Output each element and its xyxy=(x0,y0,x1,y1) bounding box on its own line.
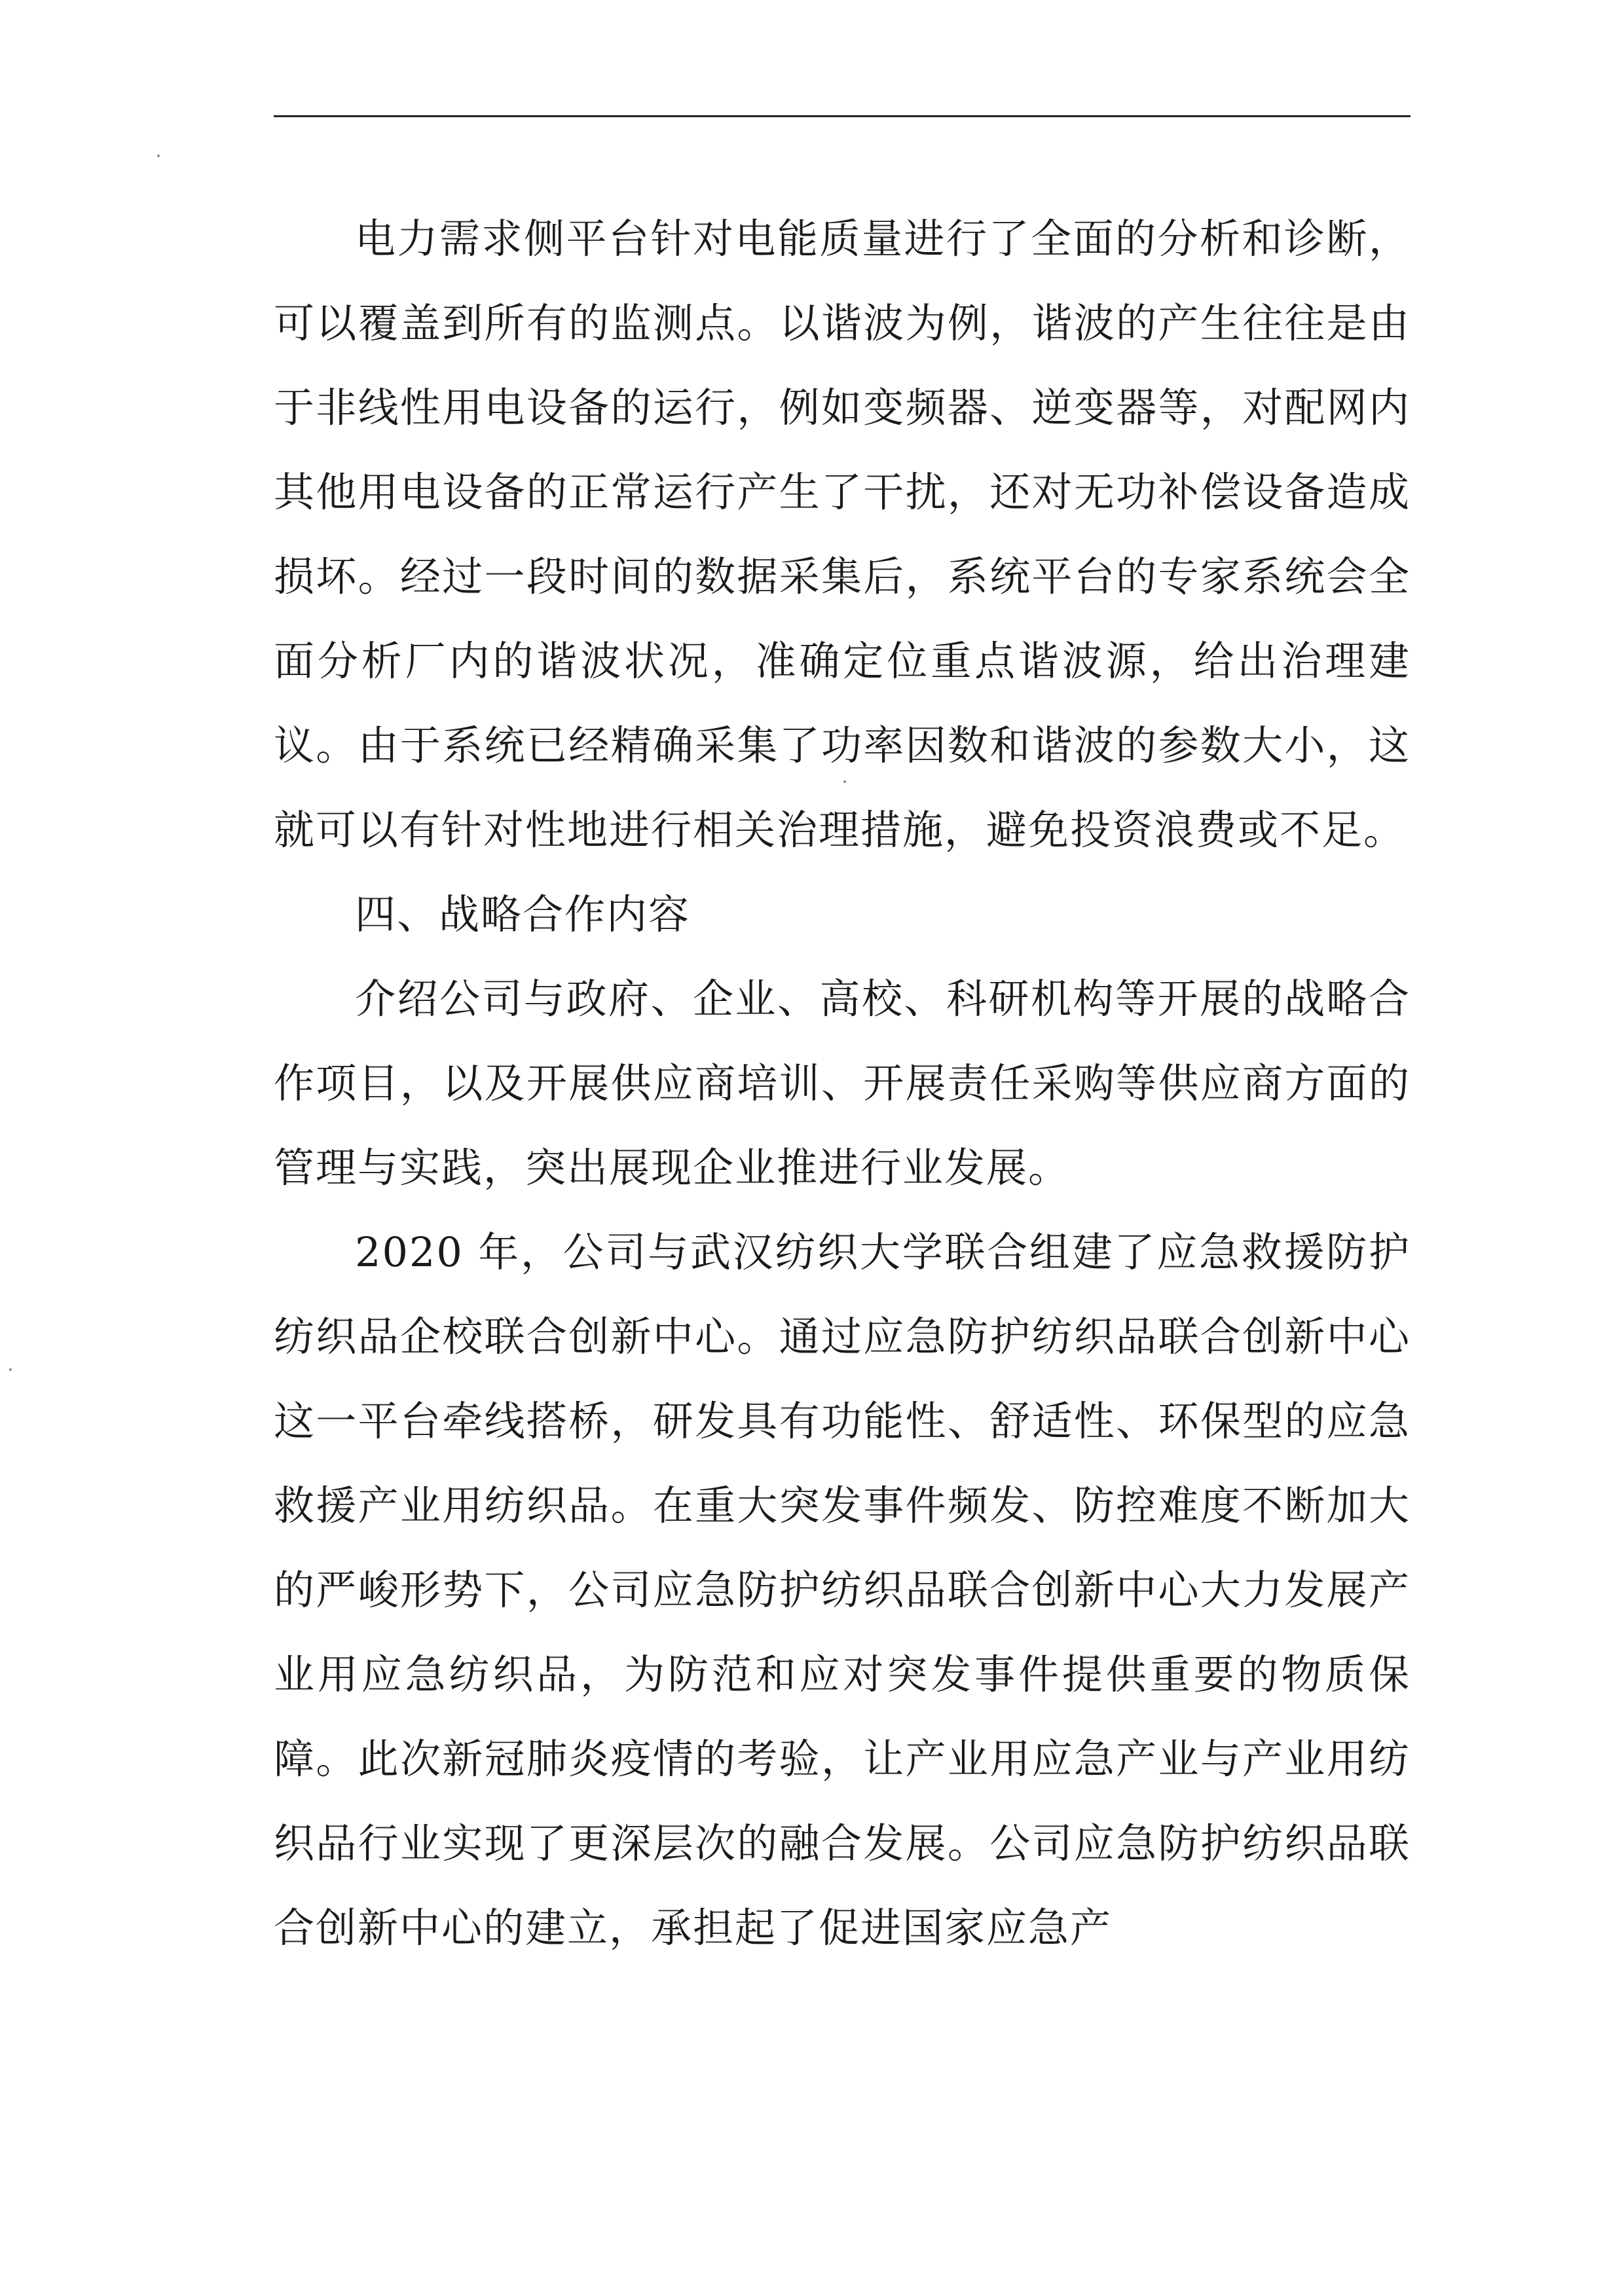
scan-speck xyxy=(9,1368,12,1371)
document-body xyxy=(274,196,1411,1970)
scan-speck xyxy=(843,780,846,783)
paragraph-strategic-cooperation: 介绍公司与政府、企业、高校、科研机构等开展的战略合作项目，以及开展供应商培训、开展责任采购等供应商方面的管理与实践，突出展现企业推进行业发展。 xyxy=(274,975,1411,1192)
paragraph-innovation-center: 2020 年，公司与武汉纺织大学联合组建了应急救援防护纺织品企校联合创新中心。通过应急防护纺织品联合创新中心这一平台牵线搭桥，研发具有功能性、舒适性、环保型的应急救援产业用纺织品。在重大突发事件频发、防控难度不断加大的严峻形势下，公司应急防护纺织品联合创新中心大力发展产业用应急纺织品，为防范和应对突发事件提供重要的物质保障。此次新冠肺炎疫情的考验，让产业用应急产业与产业用纺织品行业实现了更深层次的融合发展。公司应急防护纺织品联合创新中心的建立，承担起了促进国家应急产 xyxy=(274,1228,1411,1952)
scan-speck xyxy=(157,155,160,157)
paragraph-power-quality: 电力需求侧平台针对电能质量进行了全面的分析和诊断，可以覆盖到所有的监测点。以谐波为例，谐波的产生往往是由于非线性用电设备的运行，例如变频器、逆变器等，对配网内其他用电设备的正常运行产生了干扰，还对无功补偿设备造成损坏。经过一段时间的数据采集后，系统平台的专家系统会全面分析厂内的谐波状况，准确定位重点谐波源，给出治理建议。由于系统已经精确采集了功率因数和谐波的参数大小，这就可以有针对性地进行相关治理措施，避免投资浪费或不足。 xyxy=(274,215,1411,854)
section-heading: 四、战略合作内容 xyxy=(355,890,691,938)
header-rule xyxy=(274,115,1411,117)
